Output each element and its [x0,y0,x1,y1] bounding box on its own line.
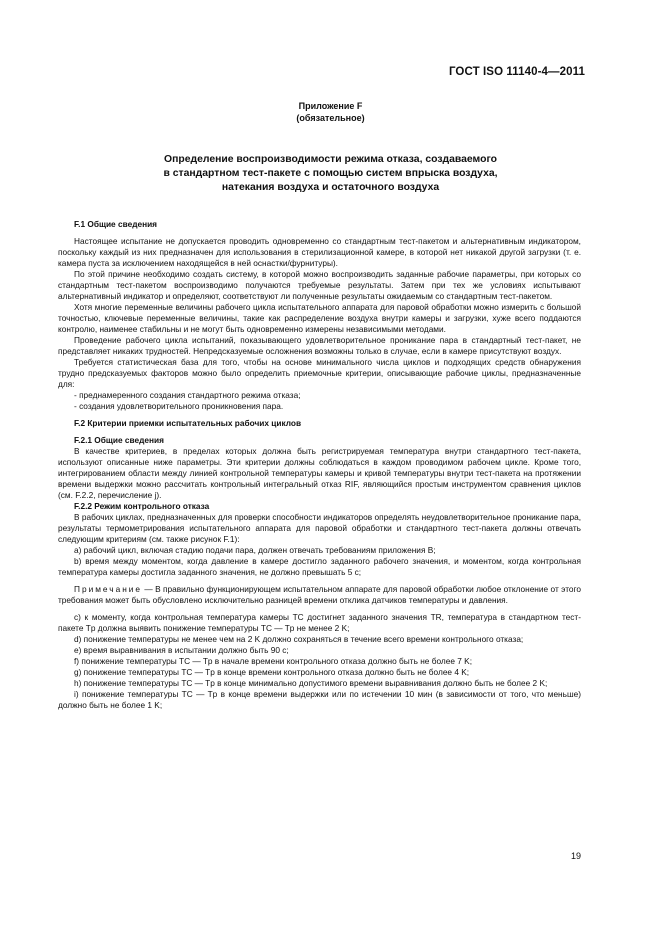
section-heading: F.2 Критерии приемки испытательных рабочих циклов [74,418,302,428]
title-line: натекания воздуха и остаточного воздуха [221,182,440,193]
paragraph: b) время между моментом, когда давление в камере достигло заданного рабочего значения, и моментом, когда контрольная температура камеры достигла заданного значения, не должно превышать 5 с; [58,556,581,577]
section-heading: F.2.1 Общие сведения [74,435,164,445]
note-label: Примечание [74,584,143,594]
paragraph: c) к моменту, когда контрольная температура камеры TC достигнет заданного значения TR, температура в стандартном тест-пакете Tp должна выявить понижение температуры TC — Tp не менее 2 K; [58,612,581,633]
paragraph: В качестве критериев, в пределах которых должна быть регистрируемая температура внутри стандартного тест-пакета, используют описанные ниже параметры. Эти критерии должны соблюдаться в каждом проводимом рабочем цикле. Кроме того, интегрированием области между линией контрольной температуры камеры и кривой температуры внутри тест-пакета на протяжении времени выдержки можно рассчитать контрольный интегральный отказ RIF, являющийся простым инструментом сравнения циклов (см. F.2.2, перечисление j). [58,446,581,500]
paragraph: a) рабочий цикл, включая стадию подачи пара, должен отвечать требованиям приложения В; [74,545,436,555]
title-line: Определение воспроизводимости режима отказа, создаваемого [164,154,497,165]
title-line: в стандартном тест-пакете с помощью систем впрыска воздуха, [163,168,498,179]
paragraph: Проведение рабочего цикла испытаний, показывающего удовлетворительное проникание пара в стандартный тест-пакет, не представляет никаких трудностей. Непредсказуемые осложнения возможны только в случае, если в камере присутствуют воздух. [58,335,581,356]
body-text [58,219,581,711]
paragraph: f) понижение температуры TC — Tp в начале времени контрольного отказа должно быть не более 7 K; [74,656,473,666]
paragraph: В рабочих циклах, предназначенных для проверки способности индикаторов определять неудовлетворительное проникание пара, результаты термометрирования испытательного аппарата для паровой обработки и стандартного тест-пакета должны отвечать следующим критериям (см. также рисунок F.1): [58,512,581,544]
page-number: 19 [570,851,581,861]
paragraph: По этой причине необходимо создать систему, в которой можно воспроизводить заданные рабочие параметры, при которых со стандартным тест-пакетом воспроизводимо получаются требуемые результаты. Затем при тех же условиях испытывают альтернативный индикатор и определяют, соответствуют ли полученные результаты ожидаемым со стандартным тест-пакетом. [58,269,581,301]
paragraph: g) понижение температуры TC — Tp в конце времени контрольного отказа должно быть не более 4 K; [74,667,470,677]
paragraph: d) понижение температуры не менее чем на 2 K должно сохраняться в течение всего времени контрольного отказа; [74,634,524,644]
paragraph: i) понижение температуры TC — Tp в конце времени выдержки или по истечении 10 мин (в зависимости от того, что меньше) должно быть не более 1 K; [58,689,581,710]
paragraph: Хотя многие переменные величины рабочего цикла испытательного аппарата для паровой обработки можно измерить с большой точностью, ключевые переменные величины, такие как распределение воздуха внутри камеры и загрузки, хуже всего поддаются контролю, наименее стабильны и не могут быть одновременно измерены независимыми методами. [58,302,581,334]
paragraph: Настоящее испытание не допускается проводить одновременно со стандартным тест-пакетом и альтернативным индикатором, поскольку каждый из них предназначен для использования в стерилизационной камере, в которой нет никакой другой загрузки (т. е. камера пуста за исключением находящейся в ней оснастки/фурнитуры). [58,236,581,268]
appendix-title: Приложение F [298,101,363,111]
standard-code: ГОСТ ISO 11140-4—2011 [448,66,585,78]
section-heading: F.2.2 Режим контрольного отказа [74,501,210,511]
paragraph: h) понижение температуры TC — Tp в конце минимально допустимого времени выравнивания должно быть не более 2 K; [74,678,548,688]
section-title [100,153,561,195]
appendix-subtitle: (обязательное) [296,113,365,123]
paragraph: e) время выравнивания в испытании должно быть 90 с; [74,645,289,655]
list-item: - создания удовлетворительного проникновения пара. [74,401,284,411]
note-text: — В правильно функционирующем испытательном аппарате для паровой обработки любое отклонение от этого требования может быть обусловлено исключительно разницей времени отклика датчиков температуры и давления. [58,584,581,605]
paragraph: Требуется статистическая база для того, чтобы на основе минимального числа циклов и подходящих средств обнаружения трудно предсказуемых факторов можно было определить приемочные критерии, описывающие рабочие циклы, предназначенные для: [58,357,581,389]
note [58,584,581,606]
list-item: - преднамеренного создания стандартного режима отказа; [74,390,301,400]
section-heading: F.1 Общие сведения [74,219,158,229]
